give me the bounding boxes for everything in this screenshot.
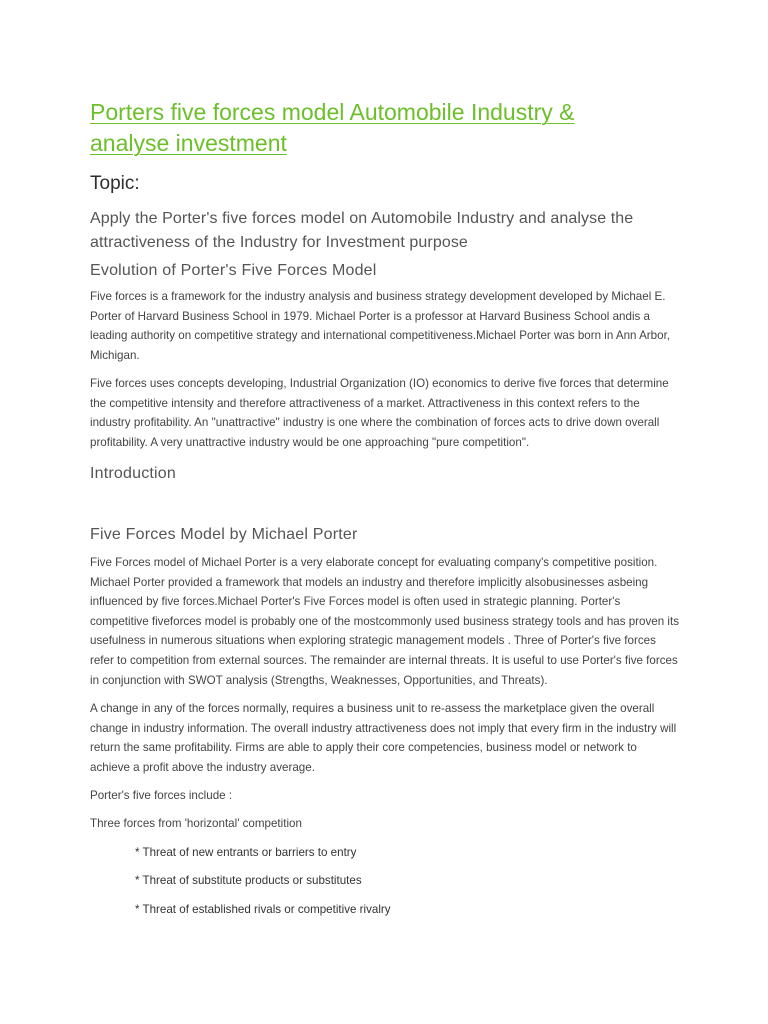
- evolution-paragraph-2: Five forces uses concepts developing, Industrial Organization (IO) economics to derive five forces that determine the competitive intensity and therefore attractiveness of a market. Attractiveness in this context refers to the industry profitability. An "unattractive" industry is one where the combination of forces acts to drive down overall profitability. A very unattractive industry would be one approaching "pure competition".: [90, 377, 669, 449]
- five-forces-include-line: Porter's five forces include :: [90, 789, 233, 802]
- five-forces-paragraph-1: Five Forces model of Michael Porter is a very elaborate concept for evaluating company's competitive position. Michael Porter provided a framework that models an industry and therefore implicitly alsobusinesses asbeing influenced by five forces.Michael Porter's Five Forces model is often used in strategic planning. Porter's competitive fiveforces model is probably one of the mostcommonly used business strategy tools and has proven its usefulness in numerous situations when exploring strategic management models . Three of Porter's five forces refer to competition from external sources. The remainder are internal threats. It is useful to use Porter's five forces in conjunction with SWOT analysis (Strengths, Weaknesses, Opportunities, and Threats).: [90, 556, 679, 687]
- list-item-substitutes: * Threat of substitute products or substitutes: [135, 874, 362, 887]
- five-forces-paragraph-2: A change in any of the forces normally, requires a business unit to re-assess the marketplace given the overall change in industry information. The overall industry attractiveness does not imply that every firm in the industry will return the same profitability. Firms are able to apply their core competencies, business model or network to achieve a profit above the industry average.: [90, 702, 677, 774]
- document-title-link[interactable]: Porters five forces model Automobile Industry & analyse investment: [90, 99, 575, 156]
- list-item-rivalry: * Threat of established rivals or competitive rivalry: [135, 903, 391, 916]
- list-item-new-entrants: * Threat of new entrants or barriers to entry: [135, 846, 357, 859]
- evolution-heading: Evolution of Porter's Five Forces Model: [90, 262, 377, 279]
- topic-text: Apply the Porter's five forces model on Automobile Industry and analyse the attractiveness of the Industry for Investment purpose: [90, 210, 634, 251]
- horizontal-competition-line: Three forces from 'horizontal' competition: [90, 817, 302, 830]
- topic-label: Topic:: [90, 173, 140, 194]
- five-forces-heading: Five Forces Model by Michael Porter: [90, 526, 358, 543]
- evolution-paragraph-1: Five forces is a framework for the industry analysis and business strategy development developed by Michael E. Porter of Harvard Business School in 1979. Michael Porter is a professor at Harvard Business School andis a leading authority on competitive strategy and international competitiveness.Michael Porter was born in Ann Arbor, Michigan.: [90, 290, 671, 362]
- introduction-heading: Introduction: [90, 465, 177, 482]
